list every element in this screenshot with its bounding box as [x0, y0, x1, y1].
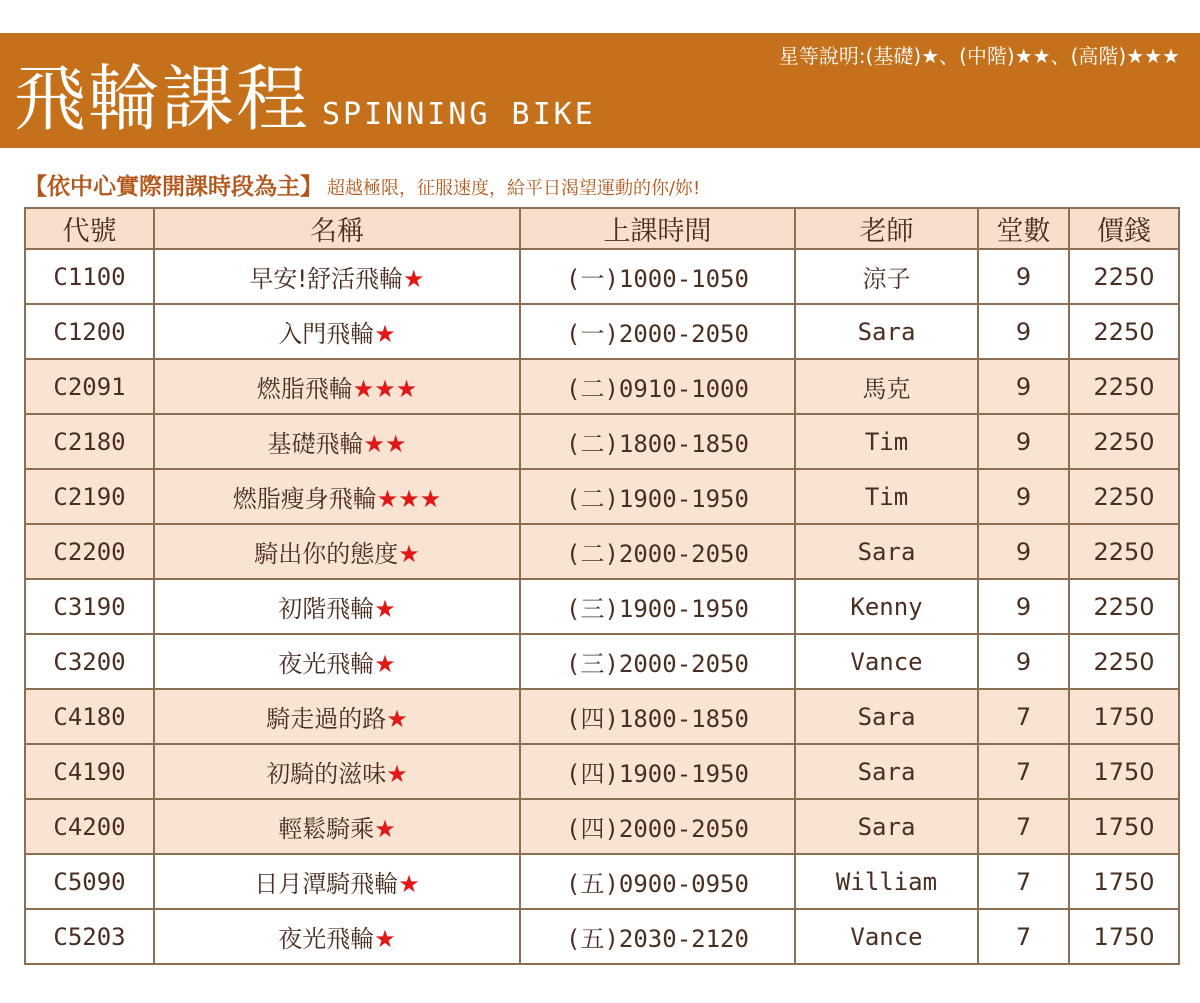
star-rating-icon: ★	[374, 320, 396, 348]
cell-code: C4180	[25, 689, 154, 744]
cell-time: (五)0900-0950	[520, 854, 795, 909]
table-header-row	[25, 208, 1179, 249]
star-rating-icon: ★	[386, 705, 408, 733]
cell-sessions: 7	[978, 909, 1069, 964]
star-rating-icon: ★	[398, 870, 420, 898]
cell-sessions: 7	[978, 854, 1069, 909]
star-rating-icon: ★	[374, 925, 396, 953]
cell-price: 2250	[1069, 414, 1179, 469]
cell-sessions: 7	[978, 689, 1069, 744]
cell-code: C5090	[25, 854, 154, 909]
cell-price: 2250	[1069, 634, 1179, 689]
cell-teacher: Sara	[795, 304, 978, 359]
page-title: 飛輪課程	[14, 57, 311, 141]
cell-teacher: Tim	[795, 414, 978, 469]
cell-time: (四)1800-1850	[520, 689, 795, 744]
cell-sessions: 9	[978, 249, 1069, 304]
star-rating-icon: ★	[374, 595, 396, 623]
cell-code: C4190	[25, 744, 154, 799]
course-name: 夜光飛輪	[278, 650, 375, 678]
cell-sessions: 9	[978, 579, 1069, 634]
header-banner	[0, 33, 1200, 148]
course-name: 騎出你的態度	[254, 540, 399, 568]
cell-name	[154, 469, 520, 524]
course-name: 基礎飛輪	[267, 430, 364, 458]
schedule-notice	[24, 172, 700, 204]
table-row	[25, 249, 1179, 304]
star-legend: 星等說明:(基礎)★、(中階)★★、(高階)★★★	[778, 44, 1180, 68]
star-rating-icon: ★	[374, 650, 396, 678]
cell-teacher: Sara	[795, 799, 978, 854]
cell-sessions: 9	[978, 359, 1069, 414]
cell-name	[154, 304, 520, 359]
course-name: 初階飛輪	[278, 595, 375, 623]
header-time: 上課時間	[520, 208, 795, 249]
cell-code: C1200	[25, 304, 154, 359]
cell-time: (一)2000-2050	[520, 304, 795, 359]
cell-time: (二)0910-1000	[520, 359, 795, 414]
star-rating-icon: ★	[398, 540, 420, 568]
cell-sessions: 9	[978, 469, 1069, 524]
cell-teacher: Sara	[795, 524, 978, 579]
cell-sessions: 7	[978, 744, 1069, 799]
table-row	[25, 359, 1179, 414]
header-code: 代號	[25, 208, 154, 249]
table-row	[25, 524, 1179, 579]
star-rating-icon: ★★★	[352, 375, 418, 403]
cell-code: C1100	[25, 249, 154, 304]
notice-sub-text: 超越極限，征服速度，給平日渴望運動的你/妳!	[327, 178, 701, 199]
cell-price: 1750	[1069, 689, 1179, 744]
star-rating-icon: ★★★	[376, 485, 442, 513]
cell-name	[154, 854, 520, 909]
table-row	[25, 854, 1179, 909]
cell-price: 2250	[1069, 304, 1179, 359]
cell-name	[154, 634, 520, 689]
cell-sessions: 9	[978, 524, 1069, 579]
cell-name	[154, 689, 520, 744]
cell-price: 2250	[1069, 359, 1179, 414]
table-row	[25, 469, 1179, 524]
cell-sessions: 9	[978, 414, 1069, 469]
table-row	[25, 799, 1179, 854]
cell-time: (四)1900-1950	[520, 744, 795, 799]
header-price: 價錢	[1069, 208, 1179, 249]
star-rating-icon: ★	[386, 760, 408, 788]
cell-time: (一)1000-1050	[520, 249, 795, 304]
course-name: 夜光飛輪	[278, 925, 375, 953]
table-body	[25, 249, 1179, 964]
table-row	[25, 414, 1179, 469]
cell-teacher: Tim	[795, 469, 978, 524]
cell-code: C2190	[25, 469, 154, 524]
header-teacher: 老師	[795, 208, 978, 249]
cell-price: 1750	[1069, 854, 1179, 909]
cell-time: (五)2030-2120	[520, 909, 795, 964]
header-sessions: 堂數	[978, 208, 1069, 249]
cell-price: 1750	[1069, 744, 1179, 799]
star-rating-icon: ★	[374, 815, 396, 843]
table-row	[25, 909, 1179, 964]
course-name: 初騎的滋味	[266, 760, 387, 788]
cell-price: 1750	[1069, 799, 1179, 854]
course-name: 日月潭騎飛輪	[254, 870, 399, 898]
star-rating-icon: ★★	[363, 430, 407, 458]
cell-name	[154, 249, 520, 304]
table-row	[25, 634, 1179, 689]
cell-price: 2250	[1069, 579, 1179, 634]
cell-teacher: 馬克	[795, 359, 978, 414]
cell-name	[154, 909, 520, 964]
cell-teacher: Kenny	[795, 579, 978, 634]
cell-code: C2200	[25, 524, 154, 579]
cell-time: (二)1800-1850	[520, 414, 795, 469]
course-name: 燃脂瘦身飛輪	[232, 485, 377, 513]
cell-name	[154, 579, 520, 634]
cell-name	[154, 799, 520, 854]
course-name: 燃脂飛輪	[256, 375, 353, 403]
cell-price: 2250	[1069, 249, 1179, 304]
cell-price: 2250	[1069, 469, 1179, 524]
cell-sessions: 9	[978, 304, 1069, 359]
header-name: 名稱	[154, 208, 520, 249]
cell-teacher: Vance	[795, 634, 978, 689]
cell-teacher: Vance	[795, 909, 978, 964]
cell-price: 1750	[1069, 909, 1179, 964]
cell-code: C4200	[25, 799, 154, 854]
cell-code: C5203	[25, 909, 154, 964]
course-table	[24, 207, 1180, 965]
course-name: 早安!舒活飛輪	[249, 265, 404, 293]
cell-code: C2091	[25, 359, 154, 414]
star-rating-icon: ★	[403, 265, 425, 293]
cell-code: C3200	[25, 634, 154, 689]
course-name: 輕鬆騎乘	[278, 815, 375, 843]
cell-price: 2250	[1069, 524, 1179, 579]
cell-name	[154, 414, 520, 469]
table-row	[25, 304, 1179, 359]
cell-code: C2180	[25, 414, 154, 469]
page-subtitle: SPINNING BIKE	[322, 97, 596, 132]
cell-name	[154, 744, 520, 799]
cell-time: (二)2000-2050	[520, 524, 795, 579]
cell-time: (四)2000-2050	[520, 799, 795, 854]
table-row	[25, 744, 1179, 799]
cell-sessions: 7	[978, 799, 1069, 854]
notice-main-text: 【依中心實際開課時段為主】	[24, 174, 323, 200]
cell-code: C3190	[25, 579, 154, 634]
cell-sessions: 9	[978, 634, 1069, 689]
cell-name	[154, 524, 520, 579]
course-name: 騎走過的路	[266, 705, 387, 733]
cell-time: (三)2000-2050	[520, 634, 795, 689]
cell-teacher: Sara	[795, 744, 978, 799]
cell-teacher: 涼子	[795, 249, 978, 304]
cell-time: (三)1900-1950	[520, 579, 795, 634]
cell-name	[154, 359, 520, 414]
table-row	[25, 689, 1179, 744]
table-row	[25, 579, 1179, 634]
cell-teacher: William	[795, 854, 978, 909]
course-name: 入門飛輪	[278, 320, 375, 348]
cell-time: (二)1900-1950	[520, 469, 795, 524]
cell-teacher: Sara	[795, 689, 978, 744]
